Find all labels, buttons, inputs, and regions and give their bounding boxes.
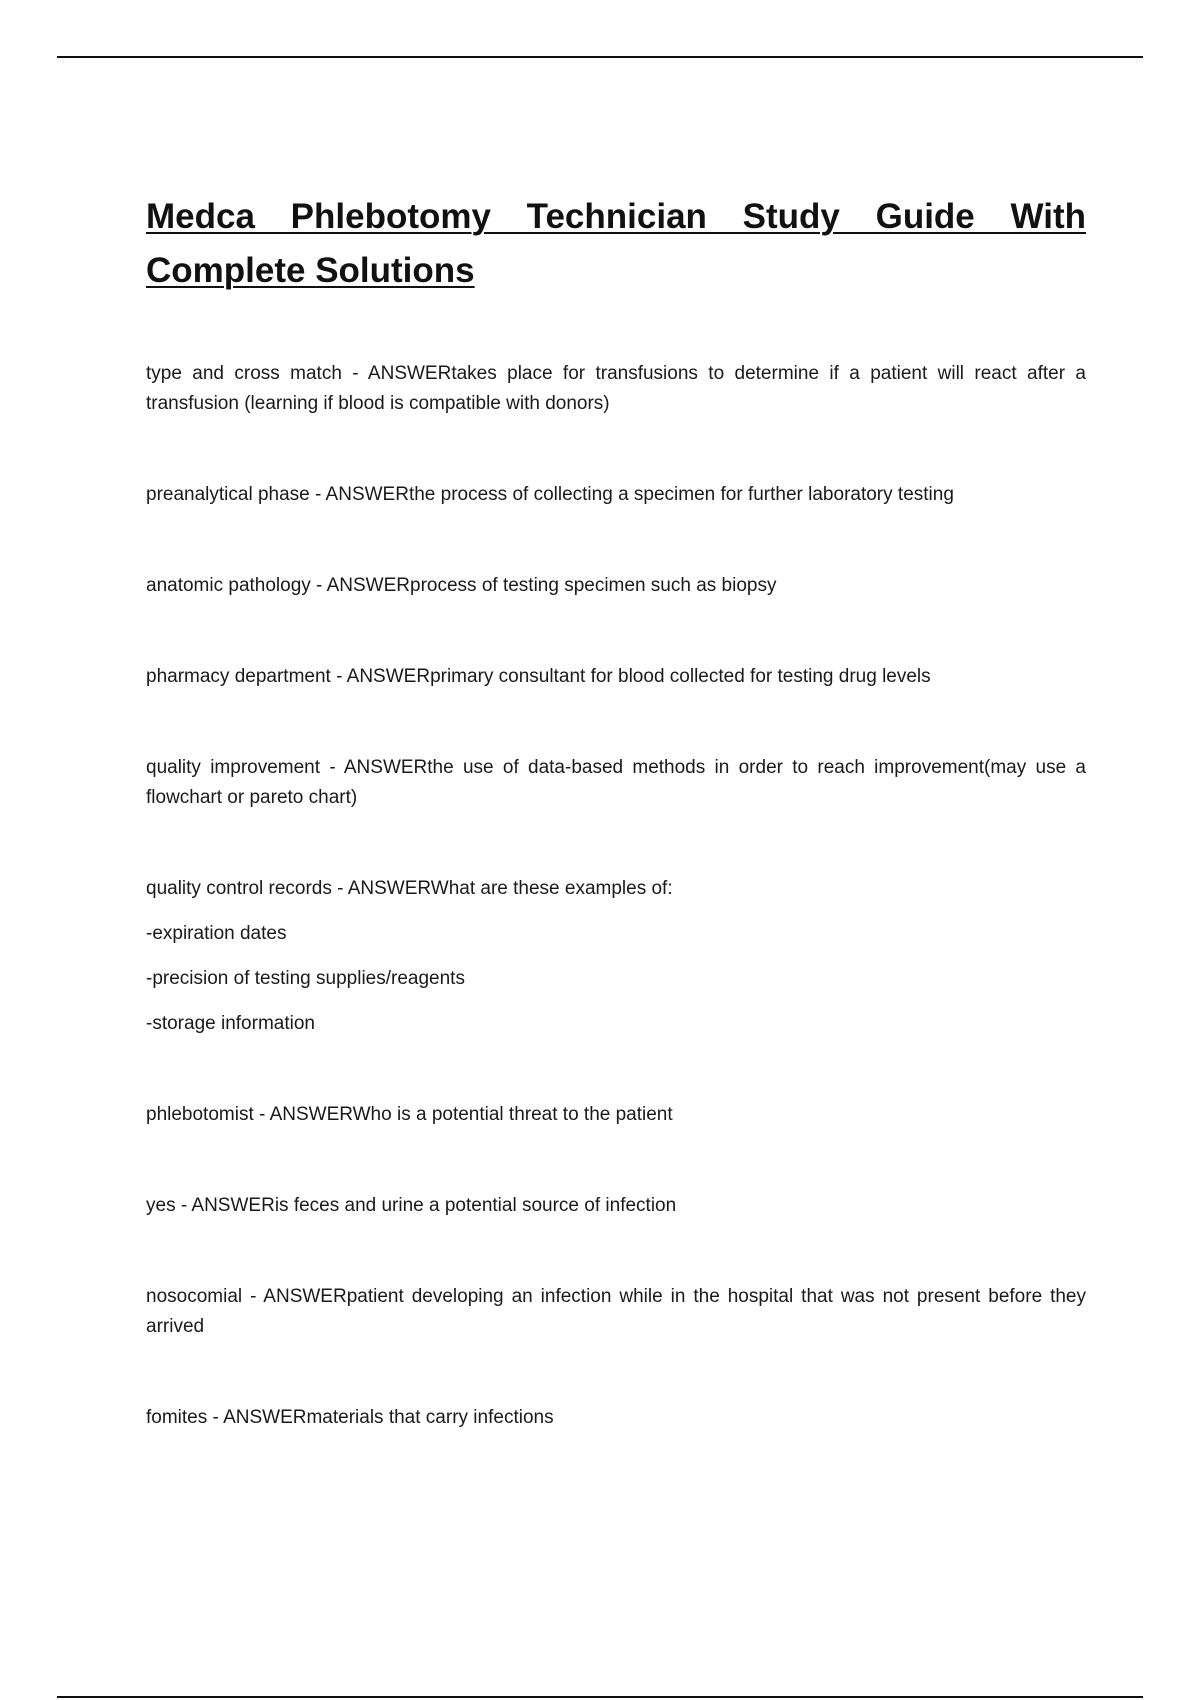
qa-sub-list [146,919,1086,1039]
qa-separator: - ANSWER [175,1195,275,1216]
qa-answer: takes place for transfusions to determine if a patient will react after a transfusion (learning if blood is compatible with donors) [146,363,1086,414]
qa-separator: - ANSWER [341,363,452,384]
qa-item [146,1282,1086,1342]
qa-answer: patient developing an infection while in the hospital that was not present before they arrived [146,1286,1086,1337]
header-rule [57,56,1143,58]
qa-term: quality control records [146,878,332,899]
qa-separator: - ANSWER [310,575,411,596]
qa-item [146,753,1086,813]
qa-item [146,874,1086,1039]
qa-sub-item: -expiration dates [146,923,287,944]
qa-separator: - ANSWER [253,1104,353,1125]
qa-term: type and cross match [146,363,342,384]
qa-term: nosocomial [146,1286,243,1307]
qa-answer: the process of collecting a specimen for further laboratory testing [408,484,954,505]
qa-answer: materials that carry infections [306,1407,554,1428]
qa-answer: is feces and urine a potential source of infection [274,1195,677,1216]
footer-rule [57,1696,1143,1698]
qa-item [146,1100,1086,1130]
qa-term: phlebotomist [146,1104,254,1125]
qa-term: quality improvement [146,757,321,778]
qa-term: anatomic pathology [146,575,311,596]
qa-answer: What are these examples of: [430,878,673,899]
qa-answer: the use of data-based methods in order to reach improvement(may use a flowchart or pareto chart) [146,757,1086,808]
qa-item [146,662,1086,692]
document-body [146,190,1086,1494]
qa-term: preanalytical phase [146,484,310,505]
qa-separator: - ANSWER [207,1407,307,1428]
qa-answer: Who is a potential threat to the patient [352,1104,673,1125]
qa-term: yes [146,1195,176,1216]
qa-term: pharmacy department [146,666,331,687]
qa-separator: - ANSWER [330,666,431,687]
qa-sub-item: -storage information [146,1013,315,1034]
qa-separator: - ANSWER [331,878,431,899]
qa-term: fomites [146,1407,208,1428]
qa-item [146,1191,1086,1221]
qa-answer: primary consultant for blood collected for testing drug levels [430,666,931,687]
qa-separator: - ANSWER [320,757,428,778]
qa-item [146,359,1086,419]
qa-item [146,1403,1086,1433]
qa-separator: - ANSWER [242,1286,347,1307]
qa-sub-item: -precision of testing supplies/reagents [146,968,465,989]
qa-item [146,480,1086,510]
document-title: Medca Phlebotomy Technician Study Guide With Complete Solutions [146,197,1086,290]
qa-answer: process of testing specimen such as biopsy [410,575,777,596]
qa-item [146,571,1086,601]
qa-separator: - ANSWER [309,484,409,505]
qa-list [146,359,1086,1433]
